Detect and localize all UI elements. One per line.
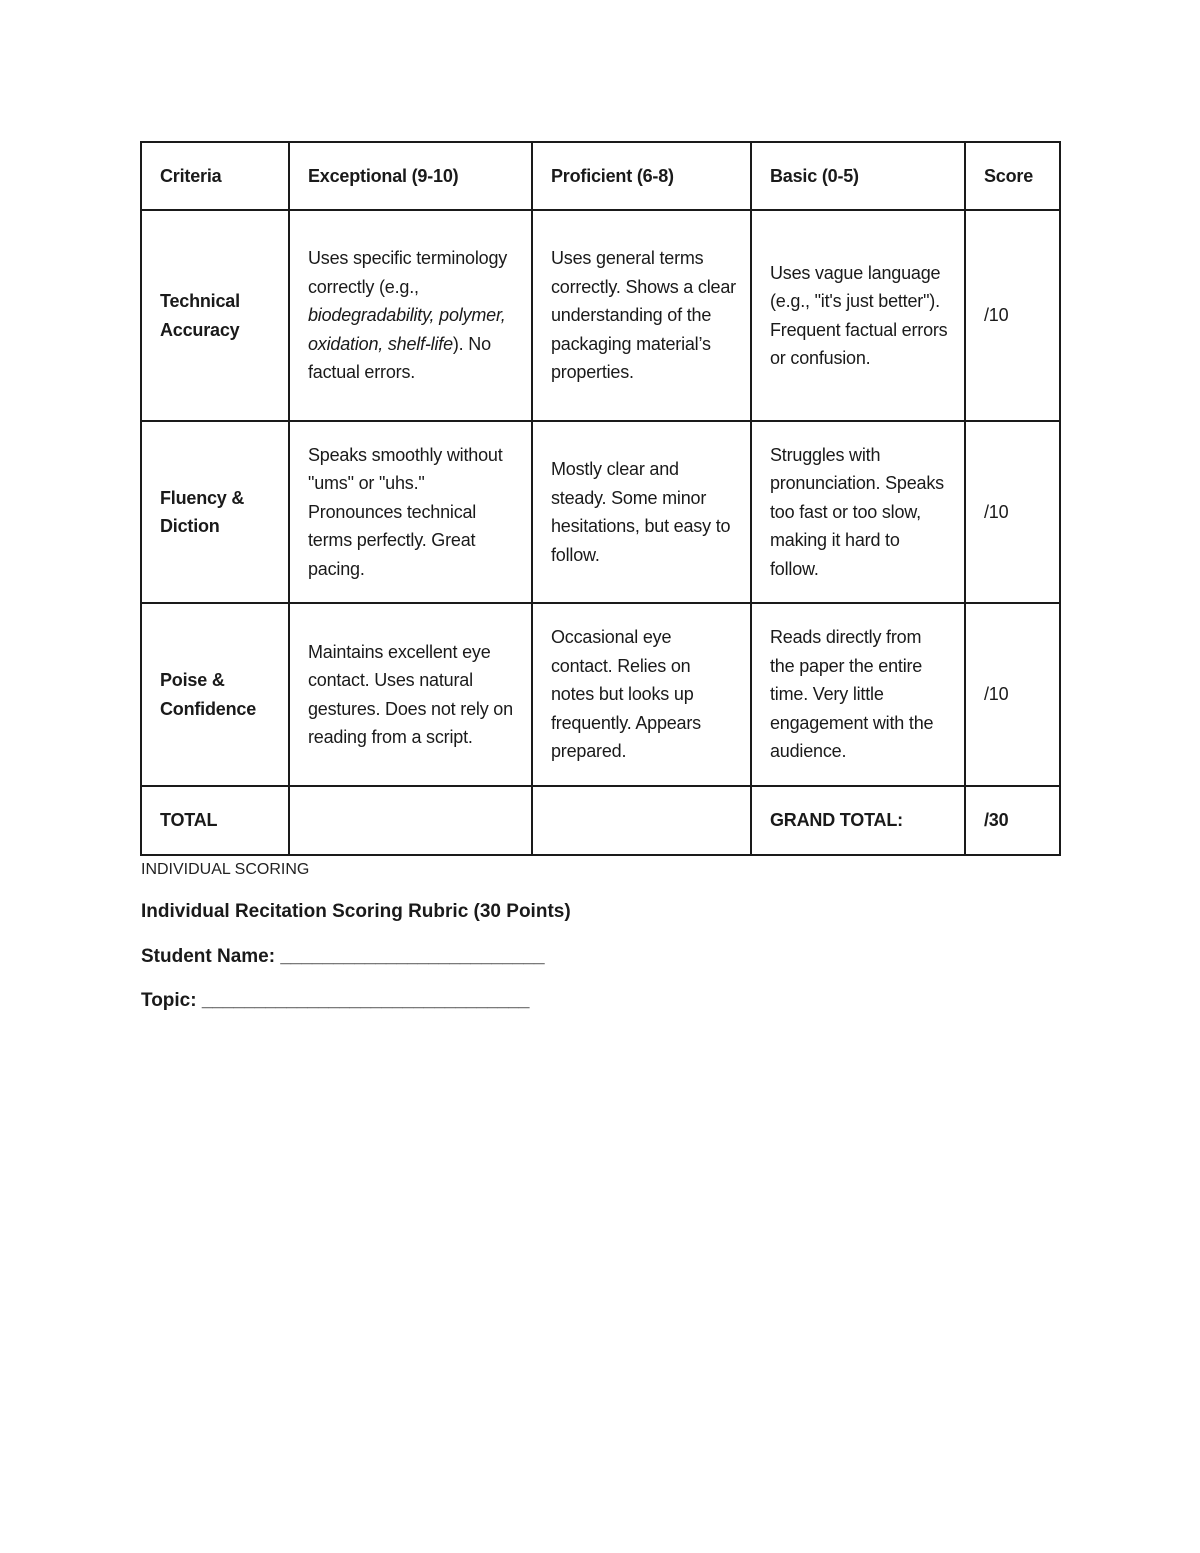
table-header-row (141, 142, 1060, 210)
table-row (141, 421, 1060, 603)
student-name-field: Student Name: _________________________ (141, 946, 545, 967)
table-row (141, 603, 1060, 786)
score-cell: /10 (965, 421, 1060, 603)
exceptional-text-after: ). No factual errors. (308, 333, 491, 383)
proficient-cell: Occasional eye contact. Relies on notes but looks up frequently. Appears prepared. (532, 603, 751, 786)
basic-cell: Uses vague language (e.g., "it's just better"). Frequent factual errors or confusion. (751, 210, 965, 421)
header-exceptional: Exceptional (9-10) (289, 142, 532, 210)
grand-total-value: /30 (965, 786, 1060, 855)
topic-field: Topic: _______________________________ (141, 990, 530, 1011)
header-basic: Basic (0-5) (751, 142, 965, 210)
total-empty-cell (532, 786, 751, 855)
table-row (141, 210, 1060, 421)
criterion-cell: Technical Accuracy (141, 210, 289, 421)
exceptional-terms-italic: biodegradability, polymer, oxidation, shelf-life (308, 305, 506, 354)
proficient-cell: Mostly clear and steady. Some minor hesitations, but easy to follow. (532, 421, 751, 603)
score-cell: /10 (965, 210, 1060, 421)
grand-total-label: GRAND TOTAL: (751, 786, 965, 855)
header-score: Score (965, 142, 1060, 210)
header-criteria: Criteria (141, 142, 289, 210)
criterion-cell: Fluency & Diction (141, 421, 289, 603)
score-cell: /10 (965, 603, 1060, 786)
basic-cell: Struggles with pronunciation. Speaks too fast or too slow, making it hard to follow. (751, 421, 965, 603)
total-row (141, 786, 1060, 855)
exceptional-cell: Speaks smoothly without "ums" or "uhs." Pronounces technical terms perfectly. Great pacing. (289, 421, 532, 603)
section-label: INDIVIDUAL SCORING (141, 861, 310, 878)
criterion-cell: Poise & Confidence (141, 603, 289, 786)
header-proficient: Proficient (6-8) (532, 142, 751, 210)
total-empty-cell (289, 786, 532, 855)
exceptional-cell: Maintains excellent eye contact. Uses natural gestures. Does not rely on reading from a script. (289, 603, 532, 786)
exceptional-cell (289, 210, 532, 421)
basic-cell: Reads directly from the paper the entire time. Very little engagement with the audience. (751, 603, 965, 786)
exceptional-text-before: Uses specific terminology correctly (e.g., (308, 248, 508, 297)
total-label: TOTAL (141, 786, 289, 855)
proficient-cell: Uses general terms correctly. Shows a clear understanding of the packaging material’s properties. (532, 210, 751, 421)
rubric-title: Individual Recitation Scoring Rubric (30 Points) (141, 901, 571, 922)
scoring-rubric-table (140, 141, 1061, 856)
